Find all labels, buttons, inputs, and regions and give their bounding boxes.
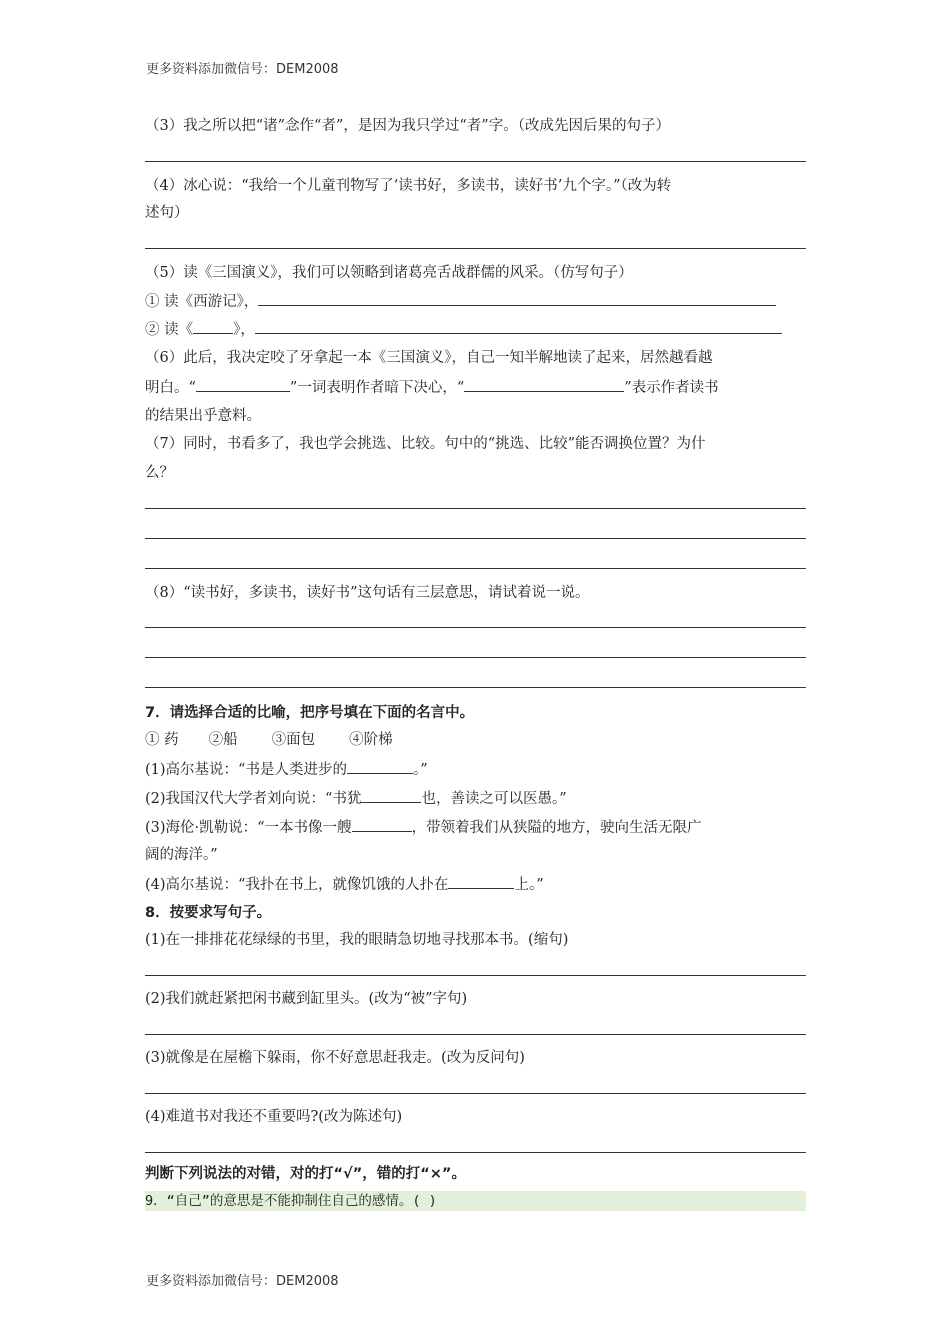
- q8-item-2: (2)我们就赶紧把闲书藏到缸里头。(改为“被”字句): [145, 991, 468, 1007]
- q7-title: 7．请选择合适的比喻，把序号填在下面的名言中。: [145, 705, 475, 721]
- q7-item-1-post: 。”: [412, 762, 428, 778]
- q7-item-3-post: ，带领着我们从狭隘的地方，驶向生活无限广: [411, 820, 702, 836]
- q7-item-2-pre: (2)我国汉代大学者刘向说：“书犹: [145, 791, 362, 807]
- q6-item-5a: [145, 291, 835, 312]
- q7-item-3: [145, 817, 835, 838]
- answer-line[interactable]: [145, 1034, 806, 1035]
- option-2: ②船: [208, 732, 238, 748]
- answer-blank[interactable]: [361, 788, 421, 803]
- q8-item-3: (3)就像是在屋檐下躲雨，你不好意思赶我走。(改为反问句): [145, 1050, 525, 1066]
- q7-item-1: [145, 759, 835, 780]
- q6-item-8: （8）“读书好，多读书，读好书”这句话有三层意思，请试着说一说。: [145, 585, 590, 601]
- q6-item-7-line1: （7）同时，书看多了，我也学会挑选、比较。句中的“挑选、比较”能否调换位置？为什: [145, 436, 706, 452]
- q8-item-1: (1)在一排排花花绿绿的书里，我的眼睛急切地寻找那本书。(缩句): [145, 932, 569, 948]
- q6-item-5a-label: ① 读《西游记》，: [145, 294, 259, 310]
- q7-item-3-pre: (3)海伦·凯勒说：“一本书像一艘: [145, 820, 352, 836]
- answer-blank[interactable]: [352, 817, 412, 832]
- q6-item-6-line3: 的结果出乎意料。: [145, 408, 261, 424]
- q7-item-4-post: 上。”: [514, 877, 544, 893]
- q6-item-6-pre: 明白。“: [145, 380, 196, 396]
- q6-item-4-line2: 述句）: [145, 205, 189, 221]
- q6-item-5b: [145, 319, 835, 340]
- q6-item-6-post: ”表示作者读书: [624, 380, 719, 396]
- option-4: ④阶梯: [349, 732, 393, 748]
- option-3: ③面包: [271, 732, 316, 748]
- q6-item-7-line2: 么？: [145, 465, 174, 481]
- answer-line[interactable]: [145, 1152, 806, 1153]
- q9-statement: 9．“自己”的意思是不能抑制住自己的感情。( ): [145, 1191, 806, 1211]
- q8-item-4: (4)难道书对我还不重要吗?(改为陈述句): [145, 1109, 403, 1125]
- q6-item-5: （5）读《三国演义》，我们可以领略到诸葛亮舌战群儒的风采。（仿写句子）: [145, 265, 633, 281]
- q7-options: [145, 730, 835, 750]
- page-header: 更多资料添加微信号：DEM2008: [146, 62, 339, 77]
- answer-blank[interactable]: [448, 874, 514, 889]
- page-footer: 更多资料添加微信号：DEM2008: [146, 1274, 339, 1289]
- answer-line[interactable]: [145, 161, 806, 162]
- q7-item-2-post: 也，善读之可以医愚。”: [421, 791, 567, 807]
- q8-title: 8．按要求写句子。: [145, 905, 272, 921]
- q6-item-5b-pre: ② 读《: [145, 322, 194, 338]
- q7-item-3-line2: 阔的海洋。”: [145, 847, 218, 863]
- option-1: ① 药: [145, 732, 179, 748]
- answer-line[interactable]: [145, 1093, 806, 1094]
- q6-item-6-mid: ”一词表明作者暗下决心，“: [289, 380, 465, 396]
- q6-item-4-line1: （4）冰心说：“我给一个儿童刊物写了‘读书好，多读书，读好书’九个字。”（改为转: [145, 178, 672, 194]
- answer-line[interactable]: [145, 627, 806, 628]
- q6-item-5b-post: 》，: [233, 322, 255, 338]
- answer-blank[interactable]: [347, 759, 413, 774]
- q7-item-4-pre: (4)高尔基说：“我扑在书上，就像饥饿的人扑在: [145, 877, 449, 893]
- judge-title: 判断下列说法的对错，对的打“√”，错的打“×”。: [145, 1166, 466, 1182]
- answer-line[interactable]: [145, 687, 806, 688]
- answer-line[interactable]: [145, 538, 806, 539]
- answer-line[interactable]: [145, 568, 806, 569]
- q7-item-4: [145, 874, 835, 895]
- answer-blank[interactable]: [255, 319, 782, 334]
- word-blank-2[interactable]: [464, 377, 624, 392]
- q6-item-6-line2: [145, 377, 835, 398]
- q6-item-6-line1: （6）此后，我决定咬了牙拿起一本《三国演义》，自己一知半解地读了起来，居然越看越: [145, 350, 713, 366]
- answer-line[interactable]: [145, 657, 806, 658]
- q6-item-3: （3）我之所以把“诸”念作“者”，是因为我只学过“者”字。（改成先因后果的句子）: [145, 118, 670, 134]
- answer-line[interactable]: [145, 248, 806, 249]
- answer-line[interactable]: [145, 975, 806, 976]
- word-blank-1[interactable]: [196, 377, 290, 392]
- answer-blank[interactable]: [258, 291, 776, 306]
- q7-item-2: [145, 788, 835, 809]
- answer-line[interactable]: [145, 508, 806, 509]
- book-title-blank[interactable]: [193, 319, 233, 334]
- q7-item-1-pre: (1)高尔基说：“书是人类进步的: [145, 762, 347, 778]
